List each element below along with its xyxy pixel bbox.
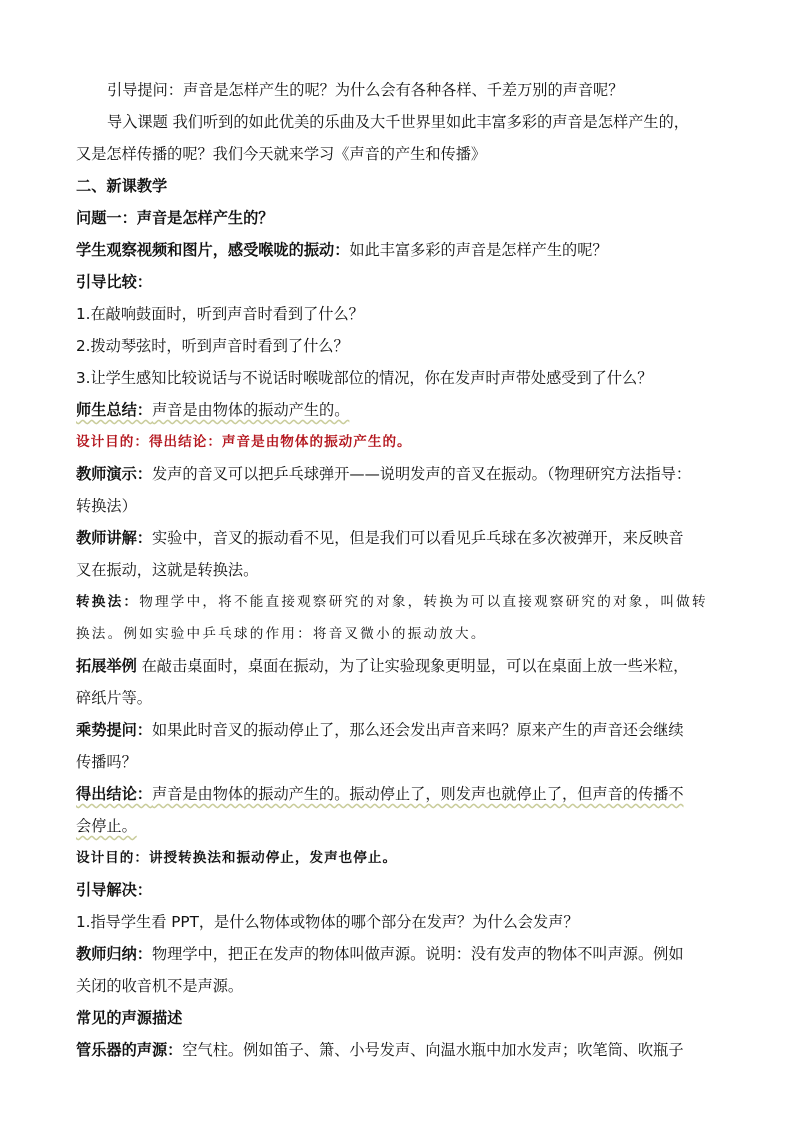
wind-label: 管乐器的声源： bbox=[76, 1041, 183, 1059]
observe-text: 如此丰富多彩的声音是怎样产生的呢？ bbox=[349, 241, 608, 259]
follow-line2: 传播吗？ bbox=[76, 753, 137, 771]
lesson-intro-line1 bbox=[76, 106, 716, 138]
guide-heading: 引导解决： bbox=[76, 881, 152, 899]
demo-line1 bbox=[76, 458, 716, 490]
wind-text: 空气柱。例如笛子、箫、小号发声、向温水瓶中加水发声；吹笔筒、吹瓶子 bbox=[182, 1041, 684, 1059]
explain-text1: 实验中，音叉的振动看不见，但是我们可以看见乒乓球在多次被弹开，来反映音 bbox=[151, 529, 684, 547]
summary-paragraph bbox=[76, 394, 716, 426]
intro-question-text: 声音是怎样产生的呢？为什么会有各种各样、千差万别的声音呢？ bbox=[182, 81, 624, 99]
conclusion-label: 得出结论： bbox=[76, 785, 152, 803]
intro-question-label: 引导提问： bbox=[107, 81, 183, 99]
extend-line2: 碎纸片等。 bbox=[76, 689, 152, 707]
section-heading: 二、新课教学 bbox=[76, 177, 168, 195]
compare-item-1: 1.在敲响鼓面时，听到声音时看到了什么？ bbox=[76, 305, 364, 323]
design-purpose-1: 设计目的：得出结论：声音是由物体的振动产生的。 bbox=[76, 434, 412, 450]
guide-item-1: 1.指导学生看 PPT，是什么物体或物体的哪个部分在发声？为什么会发声？ bbox=[76, 913, 579, 931]
common-sources-heading: 常见的声源描述 bbox=[76, 1009, 183, 1027]
compare-item-2: 2.拨动琴弦时，听到声音时看到了什么？ bbox=[76, 337, 349, 355]
conversion-label: 转换法： bbox=[76, 594, 140, 610]
extend-label: 拓展举例 bbox=[76, 657, 137, 675]
demo-label: 教师演示： bbox=[76, 465, 152, 483]
lesson-intro-text1: 我们听到的如此优美的乐曲及大千世界里如此丰富多彩的声音是怎样产生的， bbox=[172, 113, 689, 131]
follow-text1: 如果此时音叉的振动停止了，那么还会发出声音来吗？原来产生的声音还会继续 bbox=[151, 721, 684, 739]
conclusion-line2 bbox=[76, 810, 716, 842]
conclusion-underlined-1 bbox=[76, 785, 684, 803]
design-purpose-2: 设计目的：讲授转换法和振动停止，发声也停止。 bbox=[76, 850, 398, 866]
conversion-line1 bbox=[76, 586, 716, 618]
wind-instrument-line bbox=[76, 1034, 716, 1066]
intro-question bbox=[76, 74, 716, 106]
extend-line1 bbox=[76, 650, 716, 682]
conversion-text1: 物理学中，将不能直接观察研究的对象，转换为可以直接观察研究的对象，叫做转 bbox=[139, 594, 708, 610]
conclusion-text1: 声音是由物体的振动产生的。振动停止了，则发声也就停止了，但声音的传播不 bbox=[151, 785, 684, 803]
compare-heading: 引导比较： bbox=[76, 273, 152, 291]
explain-line1 bbox=[76, 522, 716, 554]
follow-line1 bbox=[76, 714, 716, 746]
extend-text1: 在敲击桌面时，桌面在振动，为了让实验现象更明显，可以在桌面上放一些米粒， bbox=[141, 657, 689, 675]
question-one: 问题一：声音是怎样产生的？ bbox=[76, 209, 274, 227]
summary-text: 声音是由物体的振动产生的。 bbox=[151, 401, 350, 419]
lesson-intro-line2: 又是怎样传播的呢？我们今天就来学习《声音的产生和传播》 bbox=[76, 145, 487, 163]
summary-label: 师生总结： bbox=[76, 401, 152, 419]
lesson-intro-label: 导入课题 bbox=[107, 113, 168, 131]
summary-underlined bbox=[76, 401, 349, 419]
induce-label: 教师归纳： bbox=[76, 945, 152, 963]
conclusion-line1 bbox=[76, 778, 716, 810]
observe-label: 学生观察视频和图片，感受喉咙的振动： bbox=[76, 241, 350, 259]
document-page bbox=[76, 74, 716, 1066]
explain-label: 教师讲解： bbox=[76, 529, 152, 547]
observe-paragraph bbox=[76, 234, 716, 266]
explain-line2: 叉在振动，这就是转换法。 bbox=[76, 561, 259, 579]
demo-line2: 转换法） bbox=[76, 497, 137, 515]
demo-text1: 发声的音叉可以把乒乓球弹开——说明发声的音叉在振动。（物理研究方法指导： bbox=[151, 465, 692, 483]
conclusion-text2: 会停止。 bbox=[76, 817, 137, 835]
induce-line1 bbox=[76, 938, 716, 970]
induce-text1: 物理学中，把正在发声的物体叫做声源。说明：没有发声的物体不叫声源。例如 bbox=[151, 945, 684, 963]
induce-line2: 关闭的收音机不是声源。 bbox=[76, 977, 244, 995]
follow-label: 乘势提问： bbox=[76, 721, 152, 739]
conversion-line2: 换法。例如实验中乒乓球的作用：将音叉微小的振动放大。 bbox=[76, 626, 487, 642]
compare-item-3: 3.让学生感知比较说话与不说话时喉咙部位的情况，你在发声时声带处感受到了什么？ bbox=[76, 369, 653, 387]
